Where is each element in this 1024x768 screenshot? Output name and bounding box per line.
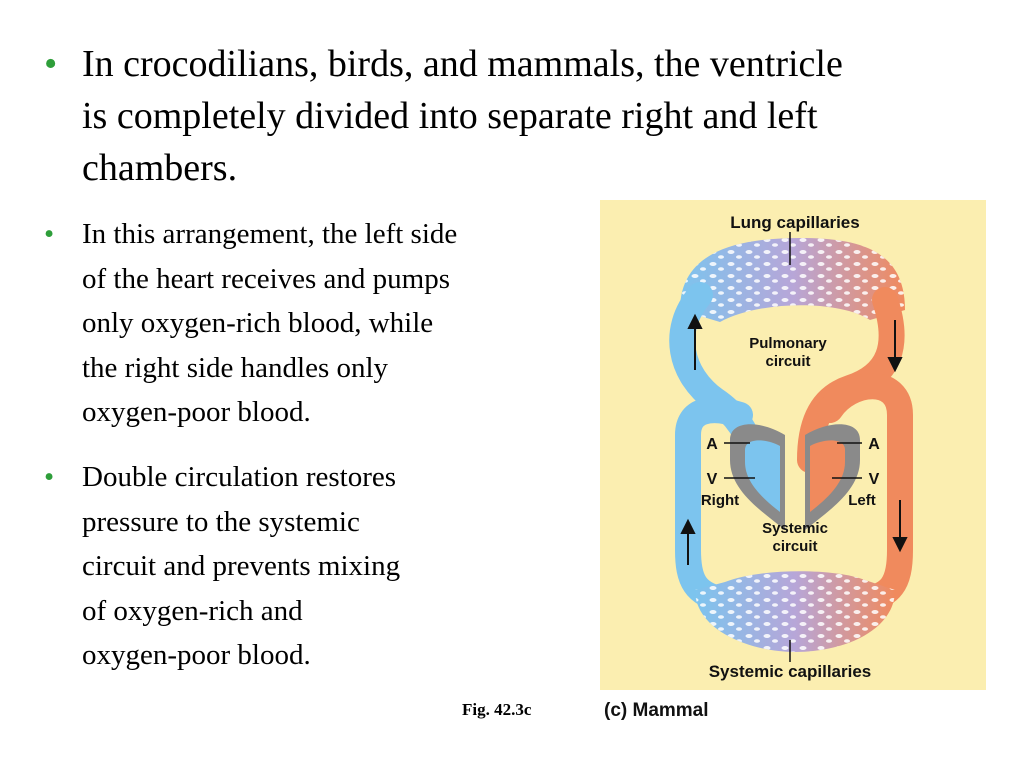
figure-caption: (c) Mammal: [604, 700, 709, 721]
label-atrium-left: A: [868, 436, 880, 453]
bullet-text: In crocodilians, birds, and mammals, the ventricle is completely divided into separate right and left chambers.: [82, 43, 843, 189]
bullet-left-right-sides: [44, 212, 584, 435]
bullet-text: In this arrangement, the left side of the heart receives and pumps only oxygen-rich blood, while the right side handles only oxygen-poor blood.: [82, 218, 458, 428]
label-ventricle-left: V: [868, 471, 880, 488]
label-ventricle-right: V: [706, 471, 718, 488]
figure-reference: Fig. 42.3c: [462, 700, 532, 719]
mammal-circulation-diagram: [600, 200, 986, 690]
bullet-ventricle-divided: [44, 38, 984, 194]
label-pulmonary-circuit-line2: circuit: [765, 353, 811, 370]
bullet-dot: •: [44, 218, 55, 250]
label-lung-capillaries: Lung capillaries: [730, 213, 860, 232]
label-systemic-capillaries: Systemic capillaries: [708, 662, 872, 681]
label-pulmonary-circuit-line1: Pulmonary: [749, 335, 827, 352]
label-right: Right: [700, 492, 740, 509]
label-left: Left: [848, 492, 876, 509]
label-atrium-right: A: [706, 436, 718, 453]
label-systemic-circuit-line1: Systemic: [762, 520, 828, 537]
bullet-dot: •: [44, 461, 55, 493]
label-systemic-circuit-line2: circuit: [772, 538, 818, 555]
bullet-dot: •: [44, 43, 58, 85]
bullet-text: Double circulation restores pressure to the systemic circuit and prevents mixing of oxygen-rich and oxygen-poor blood.: [82, 461, 401, 671]
bullet-double-circulation: [44, 455, 584, 678]
